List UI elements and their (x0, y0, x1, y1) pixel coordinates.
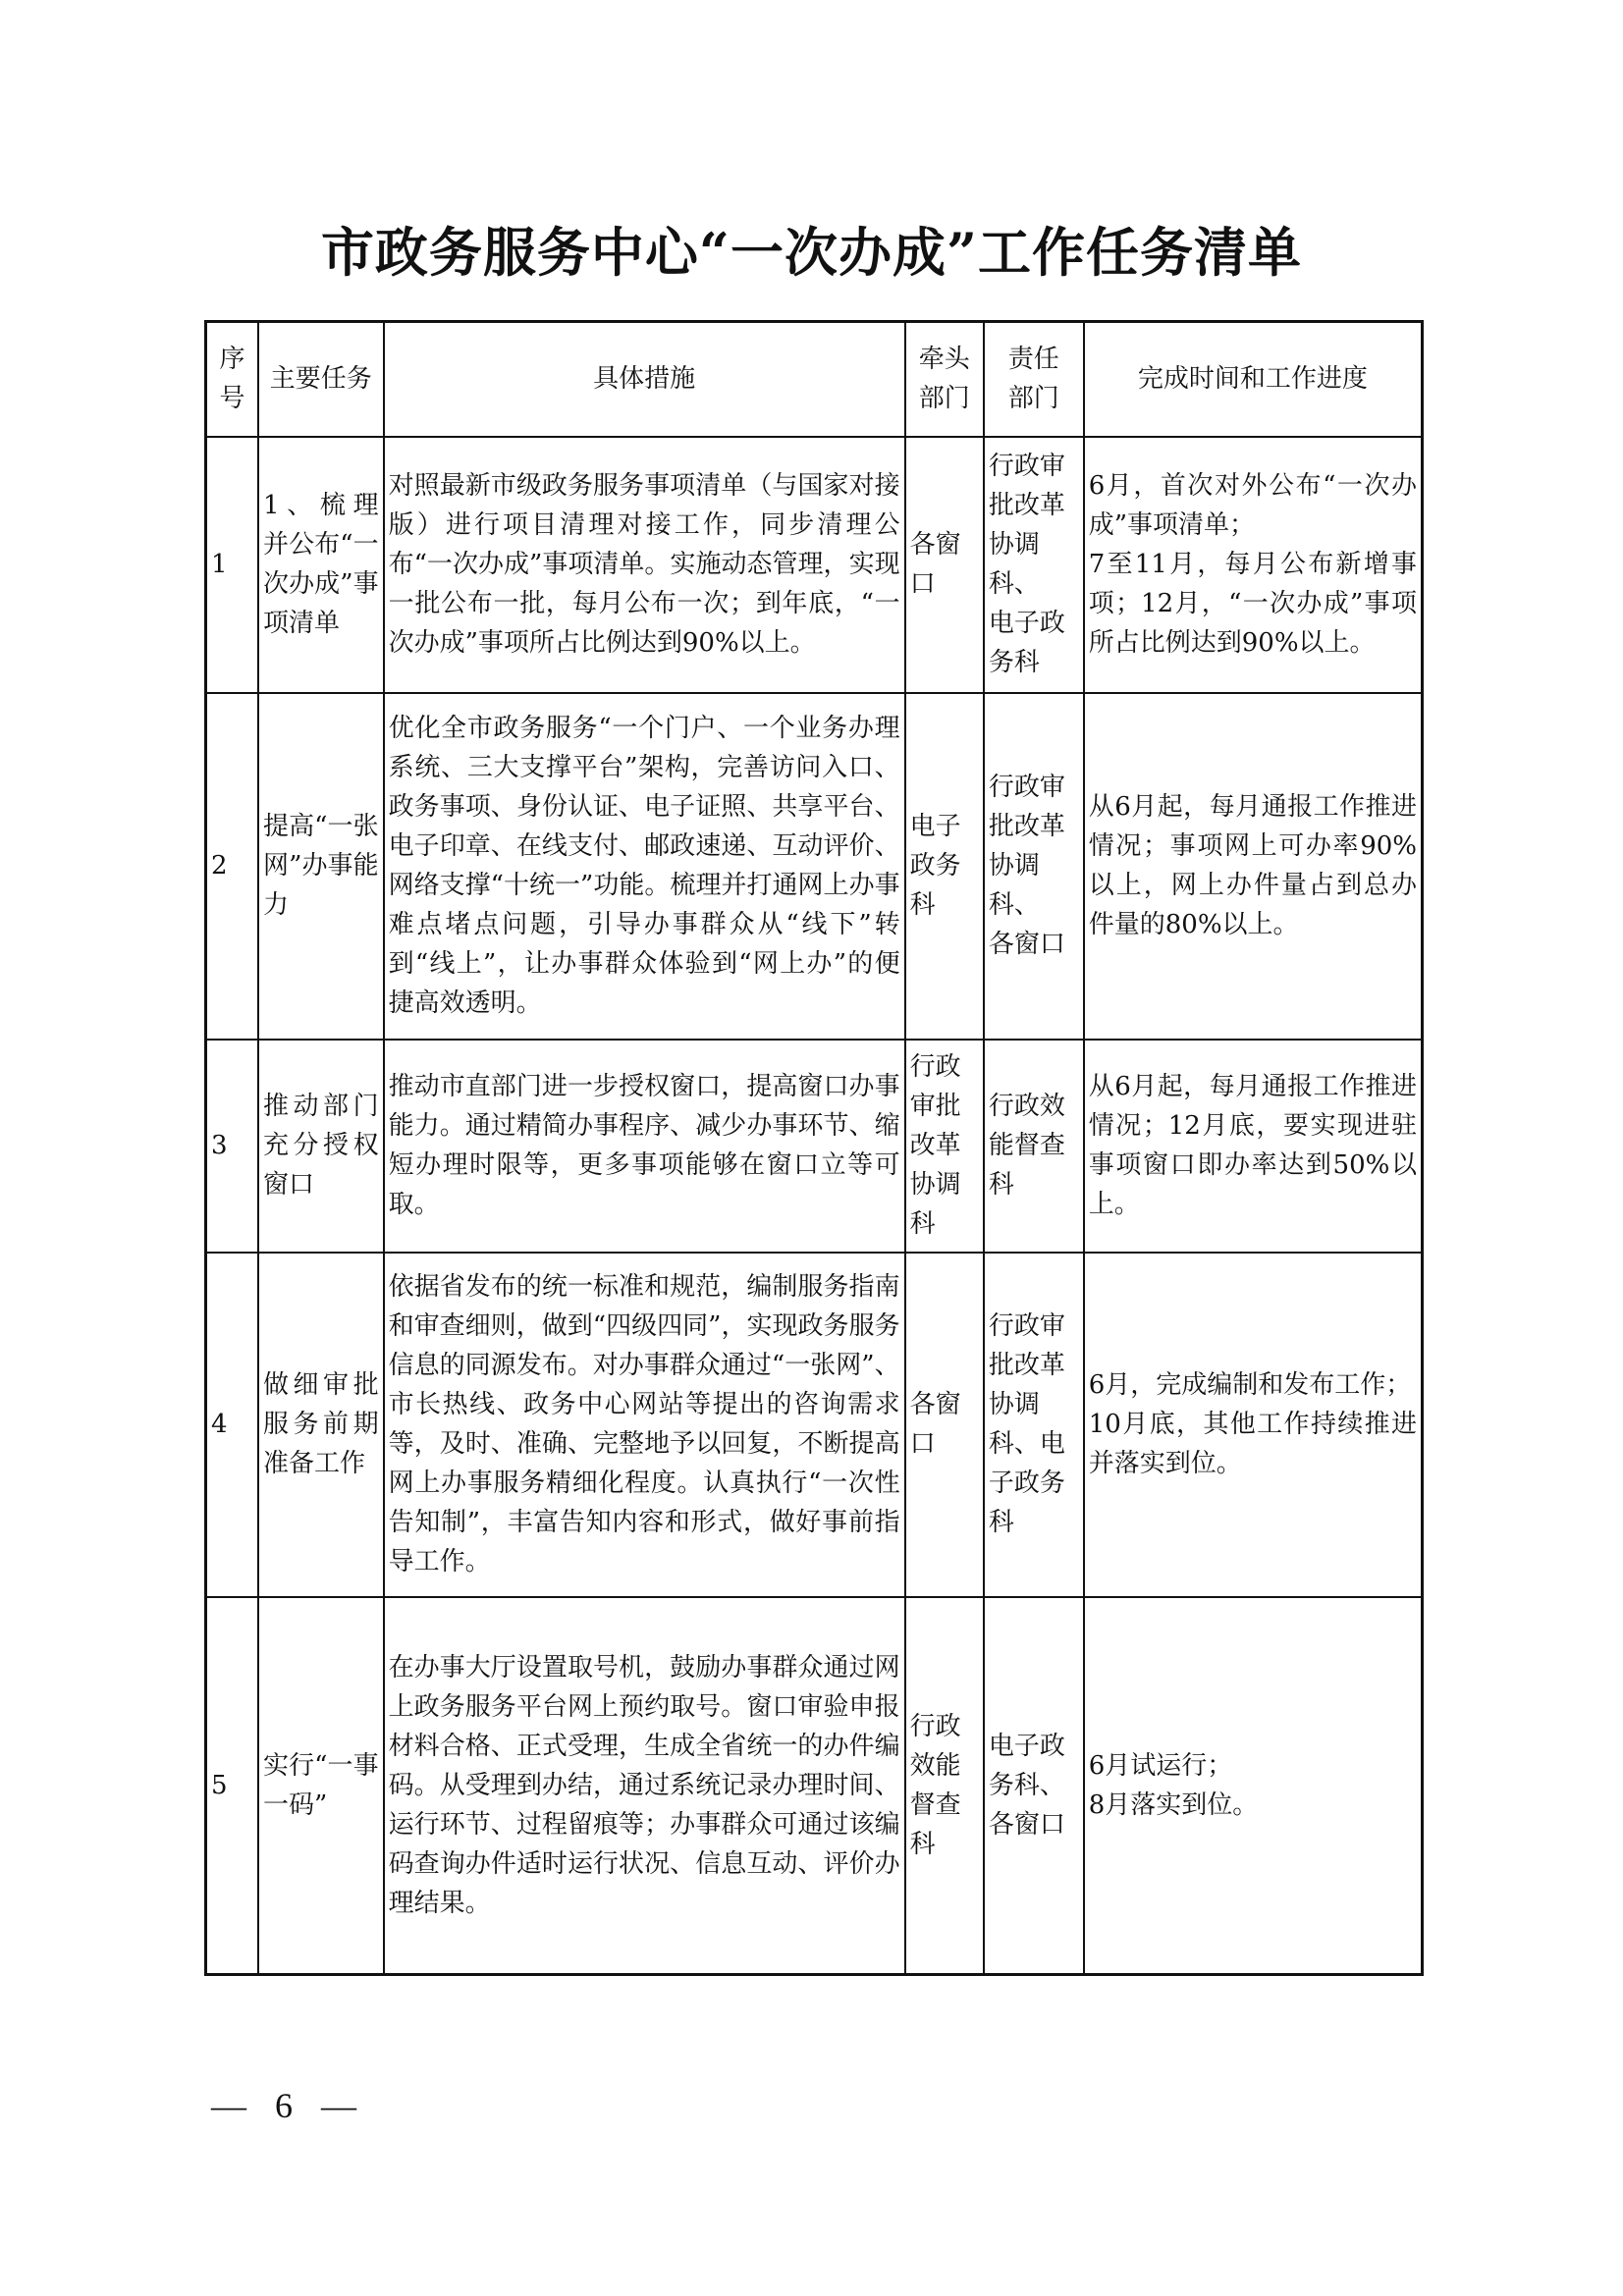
table-row (206, 1040, 1423, 1253)
cell-lead-dept: 各窗 口 (905, 437, 984, 693)
cell-time-progress: 6月试运行； 8月落实到位。 (1084, 1597, 1423, 1975)
cell-time-progress: 6月，完成编制和发布工作； 10月底，其他工作持续推进并落实到位。 (1084, 1253, 1423, 1597)
cell-measure: 优化全市政务服务“一个门户、一个业务办理系统、三大支撑平台”架构，完善访问入口、政务事项、身份认证、电子证照、共享平台、电子印章、在线支付、邮政速递、互动评价、网络支撑“十统一”功能。梳理并打通网上办事难点堵点问题，引导办事群众从“线下”转到“线上”，让办事群众体验到“网上办”的便捷高效透明。 (384, 693, 905, 1040)
cell-time-progress: 6月，首次对外公布“一次办成”事项清单； 7至11月，每月公布新增事项；12月，“一次办成”事项所占比例达到90%以上。 (1084, 437, 1423, 693)
table-row (206, 437, 1423, 693)
header-task: 主要任务 (258, 322, 384, 437)
cell-task: 1、梳理并公布“一次办成”事项清单 (258, 437, 384, 693)
task-table (204, 320, 1424, 1976)
cell-no: 1 (206, 437, 259, 693)
cell-no: 4 (206, 1253, 259, 1597)
header-lead-dept: 牵头 部门 (905, 322, 984, 437)
cell-task: 提高“一张网”办事能力 (258, 693, 384, 1040)
cell-resp-dept: 电子政 务科、 各窗口 (984, 1597, 1084, 1975)
cell-lead-dept: 行政 审批 改革 协调 科 (905, 1040, 984, 1253)
table-header-row (206, 322, 1423, 437)
cell-no: 5 (206, 1597, 259, 1975)
cell-lead-dept: 电子 政务 科 (905, 693, 984, 1040)
cell-no: 2 (206, 693, 259, 1040)
header-no: 序 号 (206, 322, 259, 437)
document-title: 市政务服务中心“一次办成”工作任务清单 (320, 221, 1303, 284)
cell-measure: 推动市直部门进一步授权窗口，提高窗口办事能力。通过精简办事程序、减少办事环节、缩短办理时限等，更多事项能够在窗口立等可取。 (384, 1040, 905, 1253)
cell-resp-dept: 行政审 批改革 协调 科、 电子政 务科 (984, 437, 1084, 693)
cell-measure: 对照最新市级政务服务事项清单（与国家对接版）进行项目清理对接工作，同步清理公布“一次办成”事项清单。实施动态管理，实现一批公布一批，每月公布一次；到年底，“一次办成”事项所占比例达到90%以上。 (384, 437, 905, 693)
header-measure: 具体措施 (384, 322, 905, 437)
cell-time-progress: 从6月起，每月通报工作推进情况；事项网上可办率90%以上，网上办件量占到总办件量的80%以上。 (1084, 693, 1423, 1040)
page-number: — 6 — (211, 2086, 366, 2125)
header-resp-dept: 责任 部门 (984, 322, 1084, 437)
cell-measure: 依据省发布的统一标准和规范，编制服务指南和审查细则，做到“四级四同”，实现政务服务信息的同源发布。对办事群众通过“一张网”、市长热线、政务中心网站等提出的咨询需求等，及时、准确、完整地予以回复，不断提高网上办事服务精细化程度。认真执行“一次性告知制”，丰富告知内容和形式，做好事前指导工作。 (384, 1253, 905, 1597)
header-time-progress: 完成时间和工作进度 (1084, 322, 1423, 437)
table-row (206, 1597, 1423, 1975)
cell-lead-dept: 各窗 口 (905, 1253, 984, 1597)
table-row (206, 693, 1423, 1040)
cell-task: 推动部门充分授权窗口 (258, 1040, 384, 1253)
cell-measure: 在办事大厅设置取号机，鼓励办事群众通过网上政务服务平台网上预约取号。窗口审验申报材料合格、正式受理，生成全省统一的办件编码。从受理到办结，通过系统记录办理时间、运行环节、过程留痕等；办事群众可通过该编码查询办件适时运行状况、信息互动、评价办理结果。 (384, 1597, 905, 1975)
cell-resp-dept: 行政审 批改革 协调 科、 各窗口 (984, 693, 1084, 1040)
cell-time-progress: 从6月起，每月通报工作推进情况；12月底，要实现进驻事项窗口即办率达到50%以上。 (1084, 1040, 1423, 1253)
cell-task: 实行“一事一码” (258, 1597, 384, 1975)
cell-lead-dept: 行政 效能 督查 科 (905, 1597, 984, 1975)
cell-task: 做细审批服务前期准备工作 (258, 1253, 384, 1597)
cell-no: 3 (206, 1040, 259, 1253)
cell-resp-dept: 行政效 能督查 科 (984, 1040, 1084, 1253)
table-row (206, 1253, 1423, 1597)
cell-resp-dept: 行政审 批改革 协调 科、电 子政务 科 (984, 1253, 1084, 1597)
